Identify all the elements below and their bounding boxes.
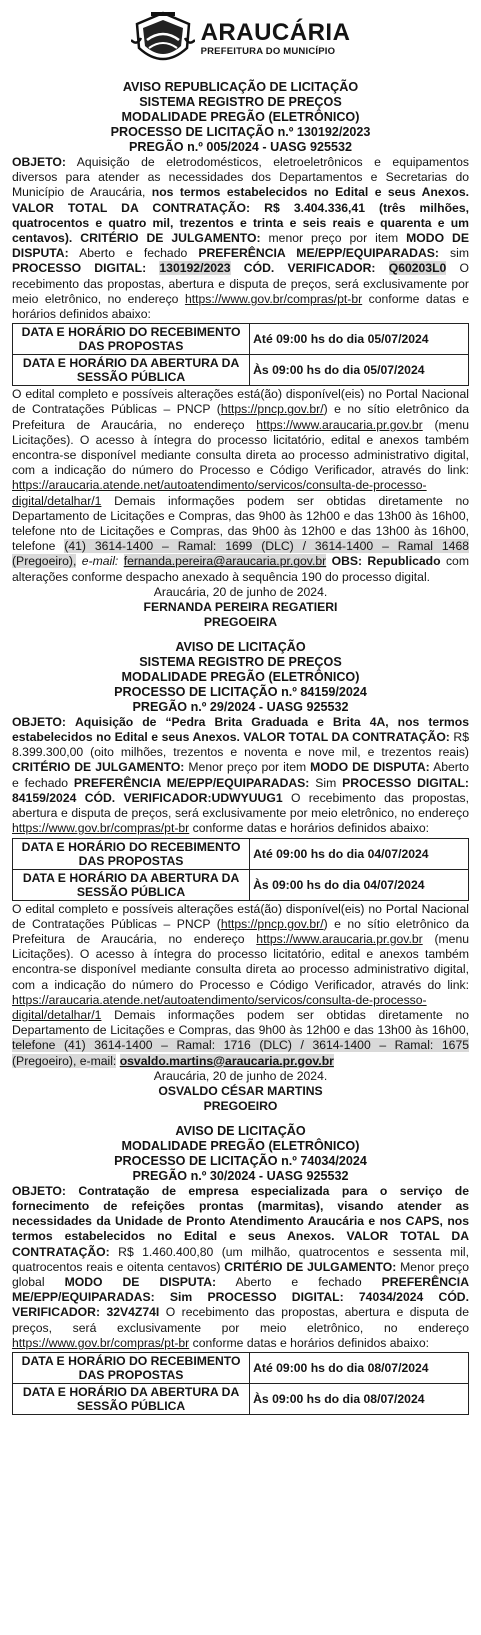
conforme-text: conforme datas e horários definidos abaixo: xyxy=(12,291,470,322)
dates-table xyxy=(12,1352,469,1415)
sitio-text: ) e no sítio eletrônico da Prefeitura de Araucária, no endereço xyxy=(12,402,469,432)
brand-name: ARAUCÁRIA xyxy=(200,19,351,47)
signer-name: OSVALDO CÉSAR MARTINS xyxy=(158,1083,323,1098)
dates-table xyxy=(12,838,469,901)
criterio-text: Menor preço por item xyxy=(188,760,307,775)
compras-link[interactable]: https://www.gov.br/compras/pt-br xyxy=(184,291,363,306)
brand-block xyxy=(201,21,351,57)
municipal-crest-icon xyxy=(131,10,195,68)
table-row xyxy=(13,1352,469,1383)
receb-text: O recebimento das propostas, abertura e disputa de preços, será exclusivamente por meio eletrônico, no endereço xyxy=(12,261,470,306)
valor-text: R$ 1.460.400,80 (um milhão, quatrocentos e sessenta mil, quatrocentos reais e oitenta centavos) xyxy=(12,1244,470,1274)
table-row xyxy=(13,869,469,900)
notice-title-line: PREGÃO n.º 30/2024 - UASG 925532 xyxy=(132,1168,349,1183)
criterio-label: CRITÉRIO DE JULGAMENTO: xyxy=(224,1259,397,1274)
edital-text: O edital completo e possíveis alterações está(ão) disponível(eis) no Portal Nacional de Contratações Públicas – PNCP ( xyxy=(12,901,469,931)
notice-title-line: MODALIDADE PREGÃO (ELETRÔNICO) xyxy=(121,1138,360,1153)
receb-text: O recebimento das propostas, abertura e disputa de preços, será exclusivamente por meio eletrônico, no endereço xyxy=(12,1305,469,1335)
notice-title-line: AVISO DE LICITAÇÃO xyxy=(175,639,306,654)
date-line: Araucária, 20 de junho de 2024. xyxy=(153,584,328,599)
phones: (41) 3614-1400 – Ramal: 1699 (DLC) / 3614-1400 – Ramal 1468 (Pregoeiro), xyxy=(12,539,469,569)
objeto-bold: nos termos estabelecidos no Edital e seus Anexos. VALOR TOTAL DA CONTRATAÇÃO: R$ 3.404.336,41 (três milhões, quatrocentos e quatro mil, trezentos e trinta e seis reais e quarenta e um centavos). CRITÉRIO DE JULGAMENTO: xyxy=(12,185,469,246)
pncp-link[interactable]: https://pncp.gov.br/ xyxy=(220,402,324,417)
modo-text: Aberto e fechado xyxy=(79,246,188,261)
notice-title-line: SISTEMA REGISTRO DE PREÇOS xyxy=(139,95,342,109)
criterio-label: CRITÉRIO DE JULGAMENTO: xyxy=(12,760,185,775)
date-label: DATA E HORÁRIO DO RECEBIMENTO DAS PROPOSTAS xyxy=(13,1352,250,1383)
table-row xyxy=(13,324,469,355)
date-value: Às 09:00 hs do dia 05/07/2024 xyxy=(250,355,469,386)
pncp-link[interactable]: https://pncp.gov.br/ xyxy=(220,916,324,931)
date-label: DATA E HORÁRIO DO RECEBIMENTO DAS PROPOSTAS xyxy=(13,838,250,869)
date-line: Araucária, 20 de junho de 2024. xyxy=(153,1068,328,1083)
proc-label: PROCESSO DIGITAL: xyxy=(12,261,147,276)
modo-label: MODO DE DISPUTA: xyxy=(64,1274,217,1289)
prefeitura-link[interactable]: https://www.araucaria.pr.gov.br xyxy=(256,417,423,432)
valor-text: R$ 8.399.300,00 (oito milhões, trezentos e noventa e nove mil, e trezentos reais) xyxy=(12,730,469,760)
table-row xyxy=(13,1383,469,1414)
modo-label: MODO DE DISPUTA: xyxy=(12,231,469,261)
atende-link[interactable]: https://araucaria.atende.net/autoatendimento/servicos/consulta-de-processo-digital/detalhar/1 xyxy=(12,478,427,508)
table-row xyxy=(13,838,469,869)
notice-title-line: PROCESSO DE LICITAÇÃO n.º 74034/2024 xyxy=(114,1153,367,1168)
modo-text: Aberto e fechado xyxy=(235,1274,362,1289)
signature xyxy=(12,585,469,630)
obs-text: com alterações conforme despacho anexado à sequência 190 do processo digital. xyxy=(12,554,469,584)
objeto-text: Aquisição de eletrodomésticos, eletroeletrônicos e equipamentos diversos para atender as necessidades dos Departamentos e Secretarias do Município de Araucária, xyxy=(12,155,469,200)
edital-text: O edital completo e possíveis alterações está(ão) disponível(eis) no Portal Nacional de Contratações Públicas – PNCP ( xyxy=(12,387,469,417)
verif-label: CÓD. VERIFICADOR: xyxy=(243,261,376,276)
objeto-label: OBJETO: xyxy=(12,155,66,169)
conforme-text: conforme datas e horários definidos abaixo: xyxy=(192,821,430,836)
date-value: Até 09:00 hs do dia 05/07/2024 xyxy=(250,324,469,355)
atende-link[interactable]: https://araucaria.atende.net/autoatendimento/servicos/consulta-de-processo-digital/detalhar/1 xyxy=(12,992,427,1022)
modo-text: Aberto e fechado xyxy=(12,760,469,790)
objeto-label: OBJETO: xyxy=(12,1183,66,1198)
email-label: e-mail: xyxy=(81,554,119,569)
proc-label: PROCESSO DIGITAL: 84159/2024 CÓD. VERIFICADOR:UDWYUUG1 xyxy=(12,775,469,805)
pref-text: sim xyxy=(450,246,470,261)
objeto-bold: Aquisição de “Pedra Brita Graduada e Brita 4A, nos termos estabelecidos no Edital e seus Anexos. VALOR TOTAL DA CONTRATAÇÃO: xyxy=(12,714,469,745)
demais-text: Demais informações podem ser obtidas diretamente no Departamento de Licitações e Compras, das 9h00 às 12h00 e das 13h00 às 16h00, xyxy=(12,1007,469,1038)
notice-title-line: AVISO REPUBLICAÇÃO DE LICITAÇÃO xyxy=(122,80,359,94)
notice-title-line: MODALIDADE PREGÃO (ELETRÔNICO) xyxy=(121,669,360,684)
masthead xyxy=(12,8,469,70)
notice-3 xyxy=(12,1124,469,1415)
signature xyxy=(12,1069,469,1114)
proc-value: 130192/2023 xyxy=(159,261,231,276)
notice-2 xyxy=(12,640,469,1114)
notice-title-line: PREGÃO n.º 005/2024 - UASG 925532 xyxy=(129,140,352,154)
date-label: DATA E HORÁRIO DA ABERTURA DA SESSÃO PÚBLICA xyxy=(13,1383,250,1414)
compras-link[interactable]: https://www.gov.br/compras/pt-br xyxy=(12,1335,190,1350)
integra-text: (menu Licitações). O acesso à íntegra do processo licitatório, edital e anexos também encontra-se disponível mediante consulta direta ao processo administrativo digital, com a indicação do número do Processo e Código Verificador, através do link: xyxy=(12,417,469,478)
notice-body xyxy=(12,155,469,322)
obs-label: OBS: Republicado xyxy=(331,554,441,569)
compras-link[interactable]: https://www.gov.br/compras/pt-br xyxy=(12,821,190,836)
date-value: Às 09:00 hs do dia 08/07/2024 xyxy=(250,1383,469,1414)
conforme-text: conforme datas e horários definidos abaixo: xyxy=(192,1335,430,1350)
notice-info xyxy=(12,902,469,1069)
sitio-text: ) e no sítio eletrônico da Prefeitura de Araucária, no endereço xyxy=(12,916,469,946)
prefeitura-link[interactable]: https://www.araucaria.pr.gov.br xyxy=(256,931,423,946)
notice-title-line: PROCESSO DE LICITAÇÃO n.º 84159/2024 xyxy=(114,684,367,699)
phones: telefone (41) 3614-1400 – Ramal: 1716 (DLC) / 3614-1400 – Ramal: 1675 (Pregoeiro), e-mail: xyxy=(12,1038,469,1068)
modo-label: MODO DE DISPUTA: xyxy=(310,760,430,775)
notice-title-line: PROCESSO DE LICITAÇÃO n.º 130192/2023 xyxy=(110,125,371,139)
date-label: DATA E HORÁRIO DO RECEBIMENTO DAS PROPOSTAS xyxy=(13,324,250,355)
email-link[interactable]: osvaldo.martins@araucaria.pr.gov.br xyxy=(119,1053,334,1068)
receb-text: O recebimento das propostas, abertura e disputa de preços, será exclusivamente por meio eletrônico, no endereço xyxy=(12,790,470,821)
brand-subtitle: PREFEITURA DO MUNICÍPIO xyxy=(200,46,336,58)
notice-title-line: PREGÃO n.º 29/2024 - UASG 925532 xyxy=(132,699,349,714)
notice-title-line: SISTEMA REGISTRO DE PREÇOS xyxy=(139,654,342,669)
demais-text: Demais informações podem ser obtidas diretamente no Departamento de Licitações e Compras, das 9h00 às 12h00 e das 13h00 às 16h00, telefone nto de Licitações e Compras, das 9h00 às 12h00 e das 13h00 às 16h00, telefone xyxy=(12,493,469,554)
notice-body xyxy=(12,715,469,837)
integra-text: (menu Licitações). O acesso à íntegra do processo licitatório, edital e anexos também encontra-se disponível mediante consulta direta ao processo administrativo digital, com a indicação do número do Processo e Código Verificador, através do link: xyxy=(12,931,469,992)
notice-title-line: MODALIDADE PREGÃO (ELETRÔNICO) xyxy=(121,110,360,124)
signer-name: FERNANDA PEREIRA REGATIERI xyxy=(143,599,338,614)
pref-label: PREFERÊNCIA ME/EPP/EQUIPARADAS: xyxy=(198,246,439,261)
date-value: Até 09:00 hs do dia 04/07/2024 xyxy=(250,838,469,869)
notice-title-line: AVISO DE LICITAÇÃO xyxy=(175,1123,306,1138)
signer-role: PREGOEIRO xyxy=(203,1098,278,1113)
date-label: DATA E HORÁRIO DA ABERTURA DA SESSÃO PÚBLICA xyxy=(13,355,250,386)
notice-body xyxy=(12,1184,469,1351)
verif-value: Q60203L0 xyxy=(388,261,447,276)
table-row xyxy=(13,355,469,386)
pref-label: PREFERÊNCIA ME/EPP/EQUIPARADAS: Sim PROCESSO DIGITAL: 74034/2024 CÓD. VERIFICADOR: 32V4Z74I xyxy=(12,1274,469,1320)
signer-role: PREGOEIRA xyxy=(203,614,278,629)
objeto-bold: Contratação de empresa especializada para o serviço de fornecimento de refeições prontas (marmitas), visando atender as necessidades da Unidade de Pronto Atendimento Araucária e nos CAPS, nos termos estabelecidos no Edital e seus Anexos. VALOR TOTAL DA CONTRATAÇÃO: xyxy=(12,1183,470,1259)
date-value: Até 09:00 hs do dia 08/07/2024 xyxy=(250,1352,469,1383)
email-link[interactable]: fernanda.pereira@araucaria.pr.gov.br xyxy=(123,554,327,569)
date-label: DATA E HORÁRIO DA ABERTURA DA SESSÃO PÚBLICA xyxy=(13,869,250,900)
notice-1 xyxy=(12,80,469,630)
dates-table xyxy=(12,323,469,386)
date-value: Às 09:00 hs do dia 04/07/2024 xyxy=(250,869,469,900)
pref-text: Sim xyxy=(315,775,337,790)
criterio-text: menor preço por item xyxy=(268,231,399,246)
criterio-text: Menor preço global xyxy=(12,1259,470,1289)
pref-label: PREFERÊNCIA ME/EPP/EQUIPARADAS: xyxy=(73,775,310,790)
objeto-label: OBJETO: xyxy=(12,714,66,729)
notice-info xyxy=(12,387,469,585)
